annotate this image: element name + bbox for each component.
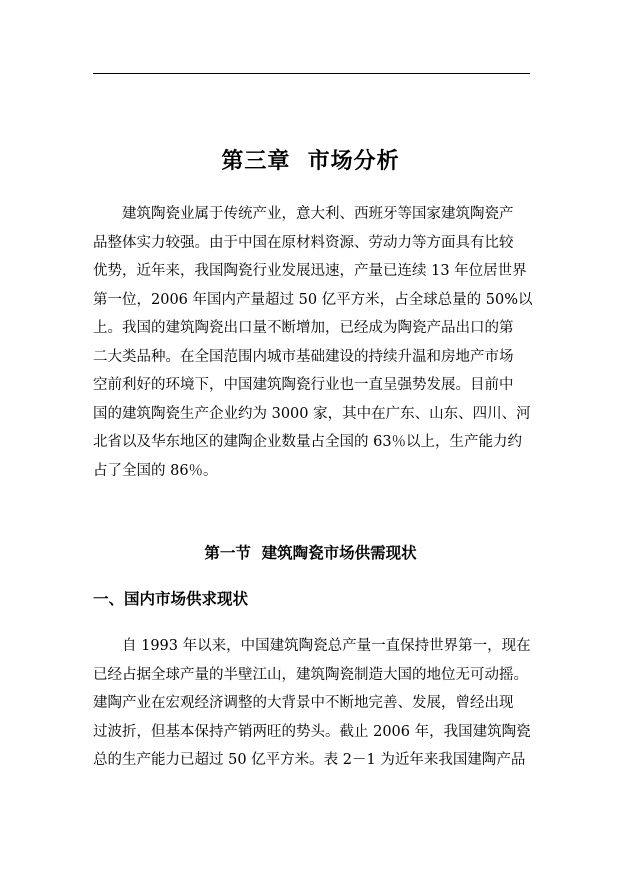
paragraph-line: 自 1993 年以来，中国建筑陶瓷总产量一直保持世界第一，现在	[122, 638, 531, 654]
chapter-title: 第三章 市场分析	[221, 148, 400, 174]
paragraph-line: 总的生产能力已超过 50 亿平方米。表 2－1 为近年来我国建陶产品	[93, 752, 526, 768]
paragraph-line: 建陶产业在宏观经济调整的大背景中不断地完善、发展，曾经出现	[93, 695, 514, 711]
paragraph-line: 过波折，但基本保持产销两旺的势头。截止 2006 年，我国建筑陶瓷	[93, 723, 531, 740]
paragraph-line: 上。我国的建筑陶瓷出口量不断增加，已经成为陶瓷产品出口的第	[93, 320, 514, 336]
paragraph-line: 已经占据全球产量的半壁江山，建筑陶瓷制造大国的地位无可动摇。	[93, 666, 528, 683]
paragraph-line: 二大类品种。在全国范围内城市基础建设的持续升温和房地产市场	[93, 348, 514, 365]
intro-paragraph	[93, 200, 533, 485]
section-title: 第一节 建筑陶瓷市场供需现状	[204, 543, 417, 562]
header-rule	[93, 73, 530, 74]
body-paragraph	[93, 632, 531, 775]
subsection-title: 一、国内市场供求现状	[93, 589, 249, 608]
paragraph-line: 国的建筑陶瓷生产企业约为 3000 家，其中在广东、山东、四川、河	[93, 405, 531, 422]
paragraph-line: 第一位，2006 年国内产量超过 50 亿平方米，占全球总量的 50%以	[93, 291, 533, 308]
paragraph-line: 空前利好的环境下，中国建筑陶瓷行业也一直呈强势发展。目前中	[93, 377, 514, 393]
paragraph-line: 品整体实力较强。由于中国在原材料资源、劳动力等方面具有比较	[93, 234, 514, 251]
paragraph-line: 北省以及华东地区的建陶企业数量占全国的 63％以上，生产能力约	[93, 434, 523, 450]
paragraph-line: 建筑陶瓷业属于传统产业，意大利、西班牙等国家建筑陶瓷产	[122, 206, 514, 222]
paragraph-line: 占了全国的 86％。	[93, 462, 218, 479]
paragraph-line: 优势，近年来，我国陶瓷行业发展迅速，产量已连续 13 年位居世界	[93, 263, 527, 279]
